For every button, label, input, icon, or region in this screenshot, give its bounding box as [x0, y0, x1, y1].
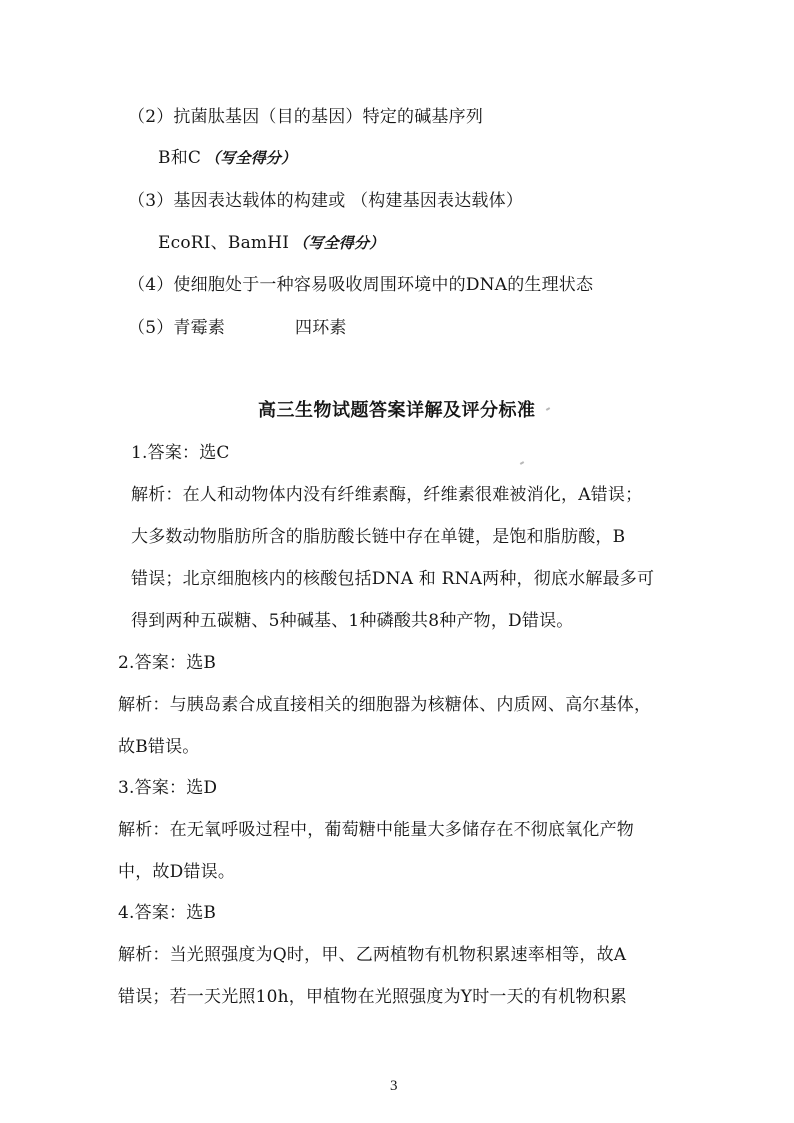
- q4-label: （4）: [128, 275, 174, 295]
- q4-line: [128, 274, 593, 296]
- q2-answer-line: [158, 147, 296, 169]
- answer-2: 2.答案：选B: [118, 653, 217, 673]
- analysis-4-line-1: 解析：当光照强度为Q时，甲、乙两植物有机物积累速率相等，故A: [118, 945, 627, 965]
- answer-3: 3.答案：选D: [118, 778, 218, 798]
- q2-label: （2）: [128, 107, 174, 127]
- analysis-3-line-1: 解析：在无氧呼吸过程中，葡萄糖中能量大多储存在不彻底氧化产物: [118, 820, 634, 840]
- q3-note: （写全得分）: [293, 234, 385, 252]
- scan-mark: [520, 461, 524, 465]
- analysis-4-line-2: 错误；若一天光照10h，甲植物在光照强度为Y时一天的有机物积累: [118, 987, 628, 1007]
- analysis-2-line-1: 解析：与胰岛素合成直接相关的细胞器为核糖体、内质网、高尔基体，: [118, 695, 652, 715]
- analysis-1-line-3: 错误；北京细胞核内的核酸包括DNA 和 RNA两种，彻底水解最多可: [131, 569, 655, 589]
- q2-answer: B和C: [158, 148, 202, 168]
- q3-label: （3）: [128, 191, 174, 211]
- q5-line: [128, 317, 347, 339]
- section-title: 高三生物试题答案详解及评分标准: [258, 400, 536, 421]
- analysis-1-line-1: 解析：在人和动物体内没有纤维素酶，纤维素很难被消化，A错误；: [131, 485, 643, 505]
- q2-note: （写全得分）: [205, 149, 297, 167]
- analysis-1-line-2: 大多数动物脂肪所含的脂肪酸长链中存在单键，是饱和脂肪酸，B: [131, 527, 626, 547]
- q4-text: 使细胞处于一种容易吸收周围环境中的DNA的生理状态: [173, 275, 594, 295]
- q2-line: [128, 106, 483, 128]
- q3-line: [128, 190, 523, 212]
- q2-text: 抗菌肽基因（目的基因）特定的碱基序列: [173, 107, 484, 127]
- q5-label: （5）: [128, 318, 174, 338]
- q3-answer: EcoRⅠ、BamHⅠ: [158, 233, 290, 253]
- answer-1: 1.答案：选C: [131, 443, 230, 463]
- q3-text: 基因表达载体的构建或 （构建基因表达载体）: [173, 191, 524, 211]
- q5-text-b: 四环素: [295, 318, 347, 338]
- answer-4: 4.答案：选B: [118, 903, 217, 923]
- analysis-3-line-2: 中，故D错误。: [118, 862, 236, 882]
- q3-answer-line: [158, 232, 384, 254]
- analysis-1-line-4: 得到两种五碳糖、5种碱基、1种磷酸共8种产物，D错误。: [131, 611, 574, 631]
- scan-mark: [546, 407, 550, 411]
- page-number: 3: [390, 1078, 398, 1094]
- analysis-2-line-2: 故B错误。: [118, 737, 200, 757]
- q5-text-a: 青霉素: [173, 318, 226, 338]
